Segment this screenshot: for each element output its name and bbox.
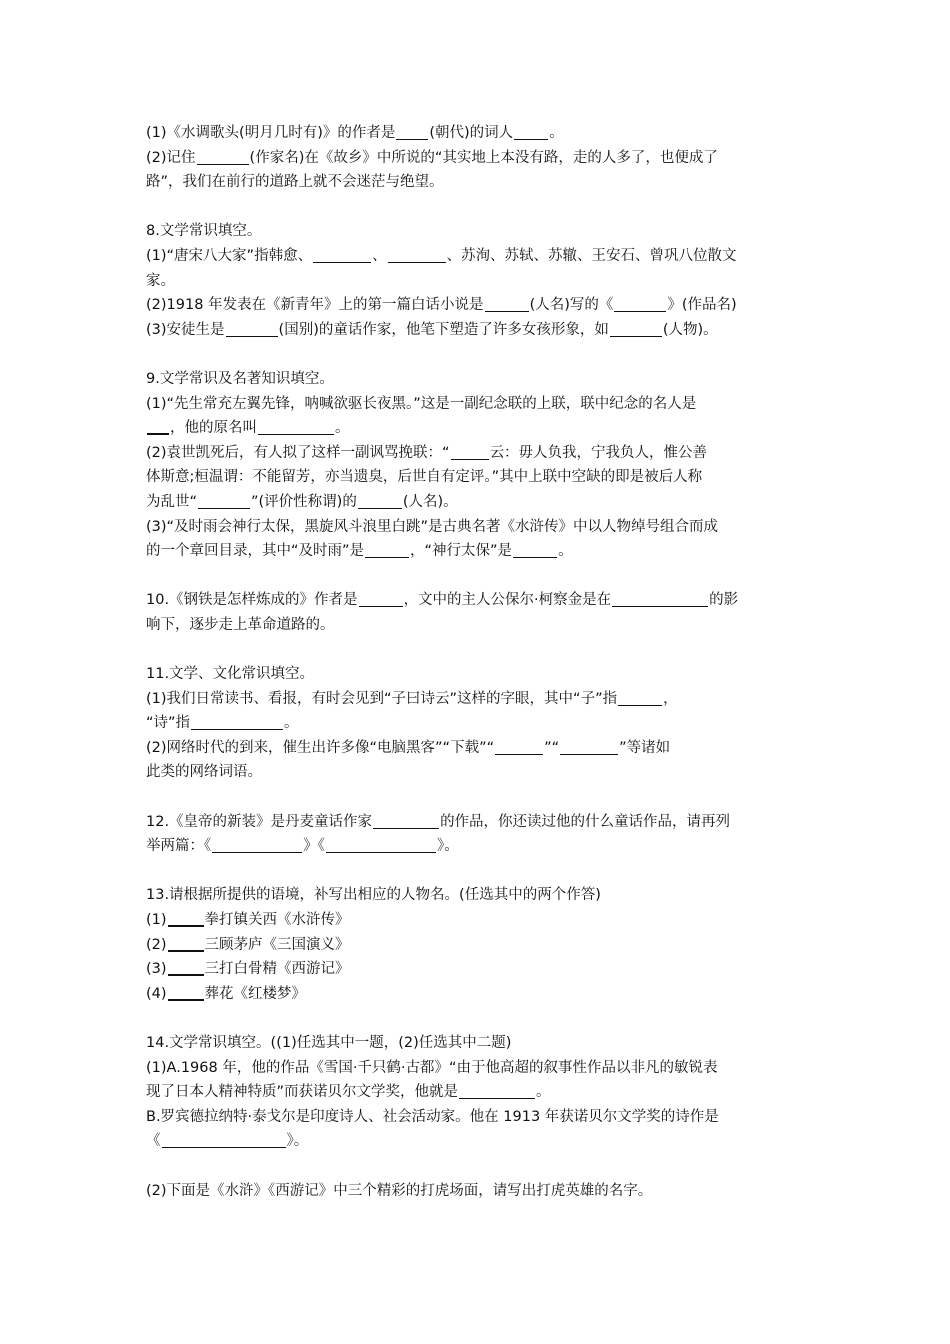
text-segment: 11.文学、文化常识填空。	[146, 666, 315, 683]
paragraph-gap	[146, 564, 810, 589]
text-segment: (3)安徒生是	[146, 321, 225, 338]
paragraph-gap	[146, 1154, 810, 1179]
text-line	[146, 662, 810, 687]
text-segment: ”等诸如	[619, 739, 671, 756]
answer-blank[interactable]	[359, 590, 403, 607]
answer-blank[interactable]	[618, 689, 662, 706]
paragraph-gap	[146, 195, 810, 220]
answer-blank[interactable]	[513, 541, 557, 558]
answer-blank[interactable]	[191, 713, 283, 730]
text-line	[146, 834, 810, 859]
text-line	[146, 1179, 810, 1204]
answer-blank[interactable]	[212, 836, 302, 853]
text-segment: “诗”指	[146, 715, 191, 732]
answer-blank[interactable]	[388, 246, 446, 263]
text-line	[146, 810, 810, 835]
text-line	[146, 269, 810, 294]
paragraph-gap	[146, 859, 810, 884]
text-line	[146, 908, 810, 933]
text-segment: 》。	[437, 838, 459, 855]
text-line	[146, 982, 810, 1007]
text-segment: (3)	[146, 961, 167, 978]
answer-blank[interactable]	[358, 492, 402, 509]
text-line	[146, 490, 810, 515]
text-segment: 13.请根据所提供的语境，补写出相应的人物名。(任选其中的两个作答)	[146, 887, 601, 904]
text-segment: (1)A.1968 年，他的作品《雪国·千只鹤·古都》“由于他高超的叙事性作品以非凡的敏锐表	[146, 1059, 718, 1076]
answer-blank[interactable]	[258, 418, 334, 435]
text-line	[146, 736, 810, 761]
answer-blank[interactable]	[168, 934, 204, 952]
text-segment: 体斯意;桓温谓：不能留芳，亦当遗臭，后世自有定评。”其中上联中空缺的即是被后人称	[146, 469, 703, 486]
text-segment: (1)“唐宋八大家”指韩愈、	[146, 247, 313, 264]
text-line	[146, 539, 810, 564]
answer-blank[interactable]	[197, 148, 249, 165]
answer-blank[interactable]	[610, 320, 662, 337]
text-line	[146, 1129, 810, 1154]
text-segment: ，	[663, 690, 678, 707]
text-line	[146, 416, 810, 441]
text-line	[146, 441, 810, 466]
answer-blank[interactable]	[396, 123, 428, 140]
answer-blank[interactable]	[226, 320, 278, 337]
text-segment: (人名)写的《	[529, 297, 614, 314]
text-segment: 此类的网络词语。	[146, 764, 262, 781]
text-segment: 10.《钢铁是怎样炼成的》作者是	[146, 592, 358, 609]
text-segment: 三顾茅庐《三国演义》	[204, 936, 350, 953]
text-segment: 葬花《红楼梦》	[204, 985, 307, 1002]
text-segment: (国别)的童话作家，他笔下塑造了许多女孩形象，如	[278, 321, 609, 338]
text-segment: 举两篇：《	[146, 838, 212, 855]
text-segment: (作家名)在《故乡》中所说的“其实地上本没有路，走的人多了，也便成了	[249, 149, 718, 166]
document-page	[146, 121, 810, 1203]
text-line	[146, 711, 810, 736]
text-segment: 的作品，你还读过他的什么童话作品，请再列	[440, 813, 731, 830]
paragraph-gap	[146, 1006, 810, 1031]
text-line	[146, 760, 810, 785]
text-line	[146, 588, 810, 613]
answer-blank[interactable]	[459, 1082, 535, 1099]
text-segment: (2)1918 年发表在《新青年》上的第一篇白话小说是	[146, 297, 484, 314]
answer-blank[interactable]	[495, 738, 543, 755]
answer-blank[interactable]	[198, 492, 250, 509]
answer-blank[interactable]	[162, 1131, 286, 1148]
text-line	[146, 687, 810, 712]
text-line	[146, 293, 810, 318]
text-segment: (2)记住	[146, 149, 196, 166]
text-line	[146, 1105, 810, 1130]
text-segment: 拳打镇关西《水浒传》	[204, 912, 350, 928]
text-segment: ，文中的主人公保尔·柯察金是在	[403, 592, 612, 609]
text-line	[146, 121, 810, 146]
text-segment: 14.文学常识填空。((1)任选其中一题，(2)任选其中二题)	[146, 1034, 512, 1051]
text-segment: 、	[372, 247, 387, 264]
text-segment: (2)网络时代的到来，催生出许多像“电脑黑客”“下载”“	[146, 739, 495, 756]
answer-blank[interactable]	[612, 590, 708, 607]
text-segment: 8.文学常识填空。	[146, 223, 262, 240]
answer-blank[interactable]	[451, 443, 489, 460]
text-segment: ，他的原名叫	[170, 420, 257, 437]
paragraph-gap	[146, 342, 810, 367]
text-segment: 。	[536, 1084, 551, 1101]
text-segment: 《	[146, 1133, 161, 1150]
text-segment: 。	[549, 125, 564, 141]
text-segment: 的影	[709, 592, 739, 609]
text-segment: 》(作品名)	[667, 297, 737, 314]
text-segment: (人名)。	[402, 493, 458, 510]
text-segment: (4)	[146, 985, 167, 1002]
text-line	[146, 613, 810, 638]
answer-blank[interactable]	[168, 983, 204, 1001]
text-line	[146, 957, 810, 982]
text-line	[146, 883, 810, 908]
text-segment: (1)	[146, 912, 167, 928]
answer-blank[interactable]	[168, 958, 204, 976]
text-line	[146, 392, 810, 417]
text-line	[146, 1031, 810, 1056]
text-line	[146, 1056, 810, 1081]
text-segment: (人物)。	[662, 321, 718, 338]
paragraph-gap	[146, 785, 810, 810]
text-segment: 。	[558, 543, 573, 560]
text-line	[146, 367, 810, 392]
text-segment: 家。	[146, 272, 175, 289]
paragraph-gap	[146, 637, 810, 662]
text-segment: (1)我们日常读书、看报，有时会见到“子曰诗云”这样的字眼，其中“子”指	[146, 690, 618, 707]
text-line	[146, 170, 810, 195]
text-segment: 。	[284, 715, 299, 732]
text-line	[146, 1080, 810, 1105]
text-segment: ，“神行太保”是	[410, 543, 513, 560]
answer-blank[interactable]	[365, 541, 409, 558]
text-line	[146, 318, 810, 343]
answer-blank[interactable]	[326, 836, 436, 853]
text-segment: (3)“及时雨会神行太保，黑旋风斗浪里白跳”是古典名著《水浒传》中以人物绰号组合而成	[146, 518, 719, 535]
text-line	[146, 244, 810, 269]
text-segment: B.罗宾德拉纳特·泰戈尔是印度诗人、社会活动家。他在 1913 年获诺贝尔文学奖的诗作是	[146, 1108, 719, 1125]
text-segment: 9.文学常识及名著知识填空。	[146, 370, 334, 387]
text-segment: ”“	[544, 739, 560, 756]
text-segment: ”(评价性称谓)的	[251, 493, 357, 510]
text-segment: 的一个章回目录，其中“及时雨”是	[146, 543, 365, 560]
text-segment: 、苏洵、苏轼、苏辙、王安石、曾巩八位散文	[446, 247, 737, 264]
text-segment: 云：毋人负我，宁我负人，惟公善	[489, 444, 708, 461]
text-segment: 12.《皇帝的新装》是丹麦童话作家	[146, 813, 373, 830]
text-segment: 现了日本人精神特质”而获诺贝尔文学奖，他就是	[146, 1084, 459, 1101]
answer-blank[interactable]	[147, 417, 169, 435]
answer-blank[interactable]	[614, 295, 666, 312]
text-line	[146, 515, 810, 540]
text-line	[146, 465, 810, 490]
answer-blank[interactable]	[560, 738, 618, 755]
text-segment: 》。	[286, 1133, 309, 1150]
text-line	[146, 146, 810, 171]
text-line	[146, 219, 810, 244]
answer-blank[interactable]	[485, 295, 529, 312]
answer-blank[interactable]	[373, 812, 439, 829]
text-segment: 为乱世“	[146, 493, 198, 510]
text-line	[146, 933, 810, 958]
answer-blank[interactable]	[168, 909, 204, 927]
answer-blank[interactable]	[313, 246, 371, 263]
text-segment: 路”，我们在前行的道路上就不会迷茫与绝望。	[146, 174, 444, 191]
text-segment: (1)《水调歌头(明月几时有)》的作者是	[146, 125, 396, 141]
text-segment: 响下，逐步走上革命道路的。	[146, 616, 335, 633]
text-segment: (2)	[146, 936, 167, 953]
text-segment: (朝代)的词人	[429, 125, 514, 141]
text-segment: 。	[335, 420, 350, 437]
text-segment: (2)袁世凯死后，有人拟了这样一副讽骂挽联：“	[146, 444, 450, 461]
text-segment: (1)“先生常充左翼先锋，呐喊欲驱长夜黑。”这是一副纪念联的上联，联中纪念的名人是	[146, 395, 697, 412]
text-segment: 三打白骨精《西游记》	[204, 961, 350, 978]
answer-blank[interactable]	[514, 123, 548, 140]
text-segment: (2)下面是《水浒》《西游记》中三个精彩的打虎场面，请写出打虎英雄的名字。	[146, 1182, 653, 1199]
text-segment: 》《	[303, 838, 325, 855]
